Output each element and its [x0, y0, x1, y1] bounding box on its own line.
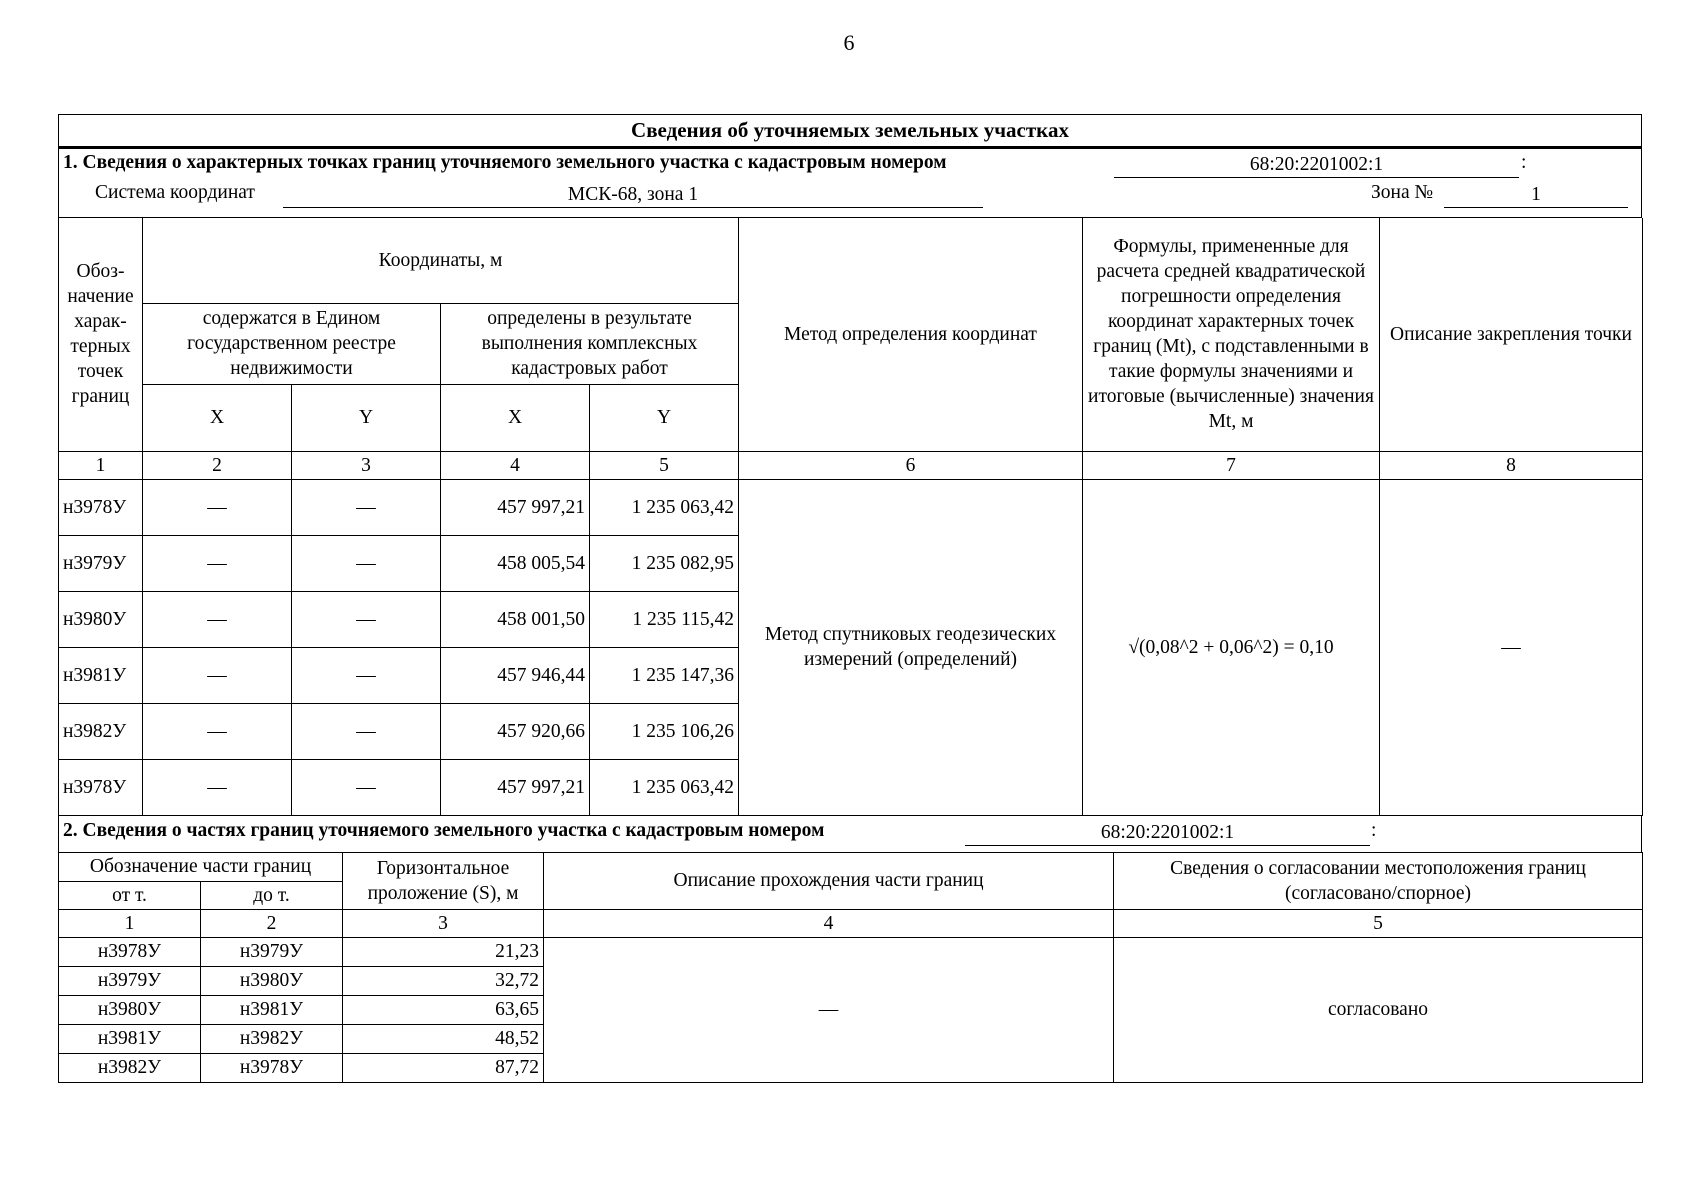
from-point: н3981У	[59, 1024, 201, 1053]
horizontal-distance: 32,72	[343, 966, 544, 995]
header-in-register: содержатся в Едином государственном реестре недвижимости	[143, 303, 441, 384]
method-cell: Метод спутниковых геодезических измерений (определений)	[739, 479, 1083, 815]
horizontal-distance: 21,23	[343, 937, 544, 966]
coord-system-value: МСК-68, зона 1	[283, 182, 983, 208]
header-agreement: Сведения о согласовании местоположения границ (согласовано/спорное)	[1114, 852, 1643, 909]
from-point: н3979У	[59, 966, 201, 995]
agreement-cell: согласовано	[1114, 937, 1643, 1082]
y-value: 1 235 063,42	[590, 759, 739, 815]
point-designation: н3979У	[59, 535, 143, 591]
header-determined: определены в результате выполнения комплексных кадастровых работ	[441, 303, 739, 384]
description-cell: —	[544, 937, 1114, 1082]
y-value: 1 235 082,95	[590, 535, 739, 591]
y-register: —	[292, 479, 441, 535]
y-register: —	[292, 591, 441, 647]
point-designation: н3978У	[59, 479, 143, 535]
col-number: 4	[441, 451, 590, 479]
header-x-register: X	[143, 384, 292, 451]
x-value: 457 946,44	[441, 647, 590, 703]
boundary-parts-table	[58, 852, 1643, 1083]
header-fixing: Описание закрепления точки	[1380, 218, 1643, 451]
land-plot-document	[58, 114, 1642, 1083]
section1-cadastral-number: 68:20:2201002:1	[1114, 152, 1519, 178]
to-point: н3978У	[201, 1053, 343, 1082]
x-register: —	[143, 647, 292, 703]
section2-header	[58, 816, 1642, 852]
from-point: н3978У	[59, 937, 201, 966]
x-register: —	[143, 479, 292, 535]
col-number: 4	[544, 909, 1114, 937]
col-number: 6	[739, 451, 1083, 479]
table-row	[59, 479, 1643, 535]
document-title: Сведения об уточняемых земельных участках	[59, 115, 1642, 148]
to-point: н3982У	[201, 1024, 343, 1053]
header-part-designation: Обозначение части границ	[59, 852, 343, 881]
y-register: —	[292, 647, 441, 703]
fixing-cell: —	[1380, 479, 1643, 815]
point-designation: н3980У	[59, 591, 143, 647]
col-number: 1	[59, 451, 143, 479]
col-number: 5	[1114, 909, 1643, 937]
x-register: —	[143, 591, 292, 647]
header-description: Описание прохождения части границ	[544, 852, 1114, 909]
table-row	[59, 937, 1643, 966]
x-value: 458 001,50	[441, 591, 590, 647]
header-horizontal: Горизонтальное проложение (S), м	[343, 852, 544, 909]
from-point: н3982У	[59, 1053, 201, 1082]
header-x-determined: X	[441, 384, 590, 451]
x-value: 457 920,66	[441, 703, 590, 759]
point-designation: н3982У	[59, 703, 143, 759]
horizontal-distance: 48,52	[343, 1024, 544, 1053]
to-point: н3979У	[201, 937, 343, 966]
header-y-determined: Y	[590, 384, 739, 451]
y-value: 1 235 106,26	[590, 703, 739, 759]
x-register: —	[143, 535, 292, 591]
formula-cell: √(0,08^2 + 0,06^2) = 0,10	[1083, 479, 1380, 815]
title-table	[58, 114, 1642, 149]
header-from: от т.	[59, 881, 201, 909]
section2-heading: 2. Сведения о частях границ уточняемого земельного участка с кадастровым номером	[63, 819, 825, 841]
col-number: 2	[201, 909, 343, 937]
section2-colon: :	[1371, 819, 1377, 841]
x-value: 458 005,54	[441, 535, 590, 591]
page-number: 6	[843, 30, 855, 55]
zone-label: Зона №	[1371, 182, 1434, 203]
coord-system-label: Система координат	[95, 182, 255, 203]
y-value: 1 235 115,42	[590, 591, 739, 647]
y-value: 1 235 063,42	[590, 479, 739, 535]
horizontal-distance: 87,72	[343, 1053, 544, 1082]
point-designation: н3981У	[59, 647, 143, 703]
zone-value: 1	[1444, 182, 1628, 208]
y-register: —	[292, 535, 441, 591]
from-point: н3980У	[59, 995, 201, 1024]
header-formulas: Формулы, примененные для расчета средней квадратической погрешности определения координат характерных точек границ (Mt), с подставленными в такие формулы значениями и итоговые (вычисленные) значения Mt, м	[1083, 218, 1380, 451]
col-number: 2	[143, 451, 292, 479]
horizontal-distance: 63,65	[343, 995, 544, 1024]
col-number: 3	[343, 909, 544, 937]
points-table	[58, 218, 1643, 816]
section1-heading: 1. Сведения о характерных точках границ уточняемого земельного участка с кадастровым номером	[63, 152, 947, 173]
y-register: —	[292, 759, 441, 815]
y-register: —	[292, 703, 441, 759]
x-register: —	[143, 703, 292, 759]
col-number: 5	[590, 451, 739, 479]
section2-cadastral-number: 68:20:2201002:1	[965, 820, 1370, 846]
x-value: 457 997,21	[441, 479, 590, 535]
x-value: 457 997,21	[441, 759, 590, 815]
header-y-register: Y	[292, 384, 441, 451]
header-method: Метод определения координат	[739, 218, 1083, 451]
col-number: 7	[1083, 451, 1380, 479]
y-value: 1 235 147,36	[590, 647, 739, 703]
header-coordinates: Координаты, м	[143, 218, 739, 303]
section1-colon: :	[1521, 152, 1527, 173]
section1-header	[58, 149, 1642, 218]
col-number: 1	[59, 909, 201, 937]
header-to: до т.	[201, 881, 343, 909]
to-point: н3981У	[201, 995, 343, 1024]
to-point: н3980У	[201, 966, 343, 995]
x-register: —	[143, 759, 292, 815]
col-number: 3	[292, 451, 441, 479]
point-designation: н3978У	[59, 759, 143, 815]
col-number: 8	[1380, 451, 1643, 479]
header-designation: Обоз-начение харак-терных точек границ	[59, 218, 143, 451]
